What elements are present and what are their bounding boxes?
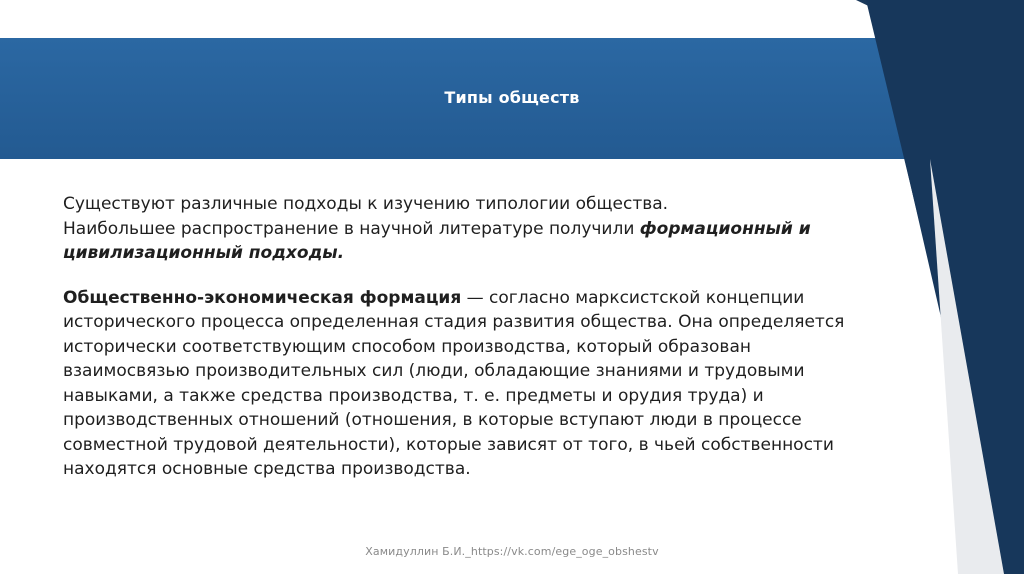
definition-term: Общественно-экономическая формация [63, 287, 462, 308]
slide-content [63, 192, 853, 482]
intro-line-1: Существуют различные подходы к изучению типологии общества. [63, 194, 669, 214]
definition-text: — согласно марксистской концепции исторического процесса определенная стадия развития общества. Она определяется исторически соответствующим способом производства, который образован взаимосвязью производительных сил (люди, обладающие знаниями и трудовыми навыками, а также средства производства, т. е. предметы и орудия труда) и производственных отношений (отношения, в которые вступают люди в процессе совместной трудовой деятельности), которые зависят от того, в чьей собственности находятся основные средства производства. [63, 287, 845, 479]
slide-title: Типы обществ [444, 88, 580, 107]
definition-paragraph [63, 286, 853, 482]
intro-emphasis: формационный и цивилизационный подходы. [63, 218, 811, 263]
footer-credit: Хамидуллин Б.И._https://vk.com/ege_oge_obshestv [365, 545, 659, 558]
intro-paragraph [63, 192, 853, 266]
intro-line-2: Наибольшее распространение в научной литературе получили [63, 218, 640, 239]
